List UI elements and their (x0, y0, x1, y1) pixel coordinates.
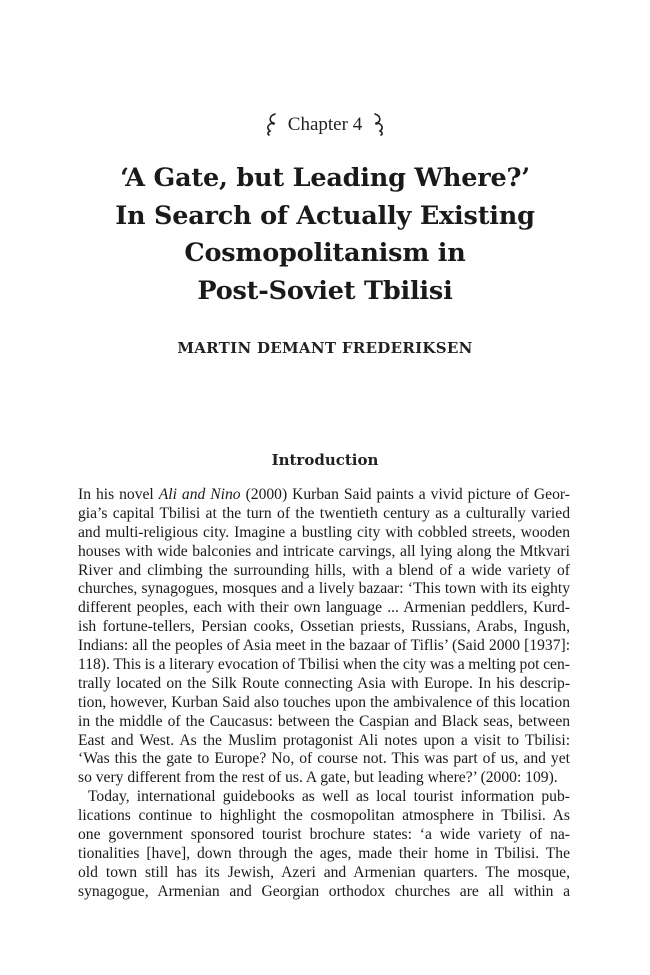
title-line: Cosmopolitanism in (184, 238, 466, 268)
title-line: In Search of Actually Existing (115, 200, 535, 231)
chapter-title (60, 160, 590, 310)
body-line: synagogue, Armenian and Georgian orthodox churches are all within a (78, 882, 571, 900)
body-line: old town still has its Jewish, Azeri and Armenian quarters. The mosque, (78, 863, 570, 881)
body-line: 118). This is a literary evocation of Tbilisi when the city was a melting pot cen- (78, 656, 570, 674)
body-line-text: In his novel (78, 486, 159, 503)
title-line: Post-Soviet Tbilisi (197, 275, 453, 306)
body-line: different peoples, each with their own language ... Armenian peddlers, Kurd- (78, 599, 570, 617)
body-line (78, 486, 570, 505)
body-line-text: (2000) Kurban Said paints a vivid picture of Geor- (240, 486, 570, 503)
body-line: trally located on the Silk Route connecting Asia with Europe. In his descrip- (78, 674, 571, 692)
body-line: houses with wide balconies and intricate carvings, all lying along the Mtkvari (78, 542, 570, 560)
left-ornament-icon (264, 112, 278, 136)
chapter-label (0, 112, 650, 136)
right-ornament-icon (372, 112, 386, 136)
body-line: ish fortune-tellers, Persian cooks, Ossetian priests, Russians, Arabs, Ingush, (78, 618, 571, 636)
body-line: churches, synagogues, mosques and a lively bazaar: ‘This town with its eighty (78, 580, 571, 598)
body-line: East and West. As the Muslim protagonist Ali notes upon a visit to Tbilisi: (78, 731, 571, 749)
chapter-label-text: Chapter 4 (287, 114, 363, 135)
author-name: MARTIN DEMANT FREDERIKSEN (177, 339, 473, 357)
body-line: tionalities [have], down through the ages, made their home in Tbilisi. The (78, 844, 571, 862)
body-line: and multi-religious city. Imagine a bustling city with cobbled streets, wooden (78, 523, 570, 541)
body-line: one government sponsored tourist brochure states: ‘a wide variety of na- (78, 826, 570, 844)
body-line: gia’s capital Tbilisi at the turn of the twentieth century as a culturally varied (78, 504, 570, 522)
body-line: in the middle of the Caucasus: between the Caspian and Black seas, between (78, 712, 571, 730)
section-heading: Introduction (271, 451, 379, 469)
body-text (78, 486, 570, 902)
book-title-italic: Ali and Nino (158, 486, 241, 503)
body-line: lications continue to highlight the cosmopolitan atmosphere in Tbilisi. As (78, 807, 570, 825)
body-line: Indians: all the peoples of Asia meet in the bazaar of Tiflis’ (Said 2000 [1937]: (78, 637, 571, 655)
body-line: tion, however, Kurban Said also touches upon the ambivalence of this location (78, 693, 571, 711)
body-line: ‘Was this the gate to Europe? No, of course not. This was part of us, and yet (78, 750, 570, 768)
body-line: so very different from the rest of us. A gate, but leading where?’ (2000: 109). (78, 769, 558, 787)
title-line: ‘A Gate, but Leading Where?’ (120, 163, 530, 193)
body-line: River and climbing the surrounding hills, with a blend of a wide variety of (78, 561, 570, 579)
body-line: Today, international guidebooks as well as local tourist information pub- (88, 788, 570, 806)
